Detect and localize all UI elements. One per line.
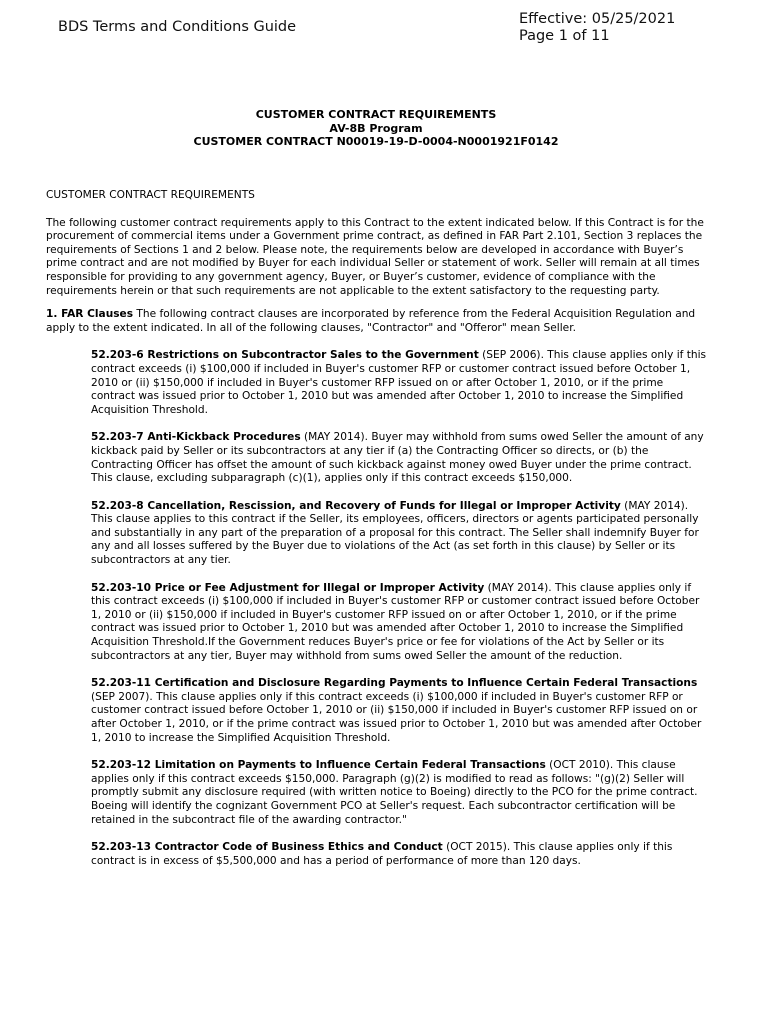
clause-title: 52.203-11 Certification and Disclosure Regarding Payments to Influence Certain Federal Transactions: [91, 677, 698, 690]
clause-52-203-12: [91, 759, 710, 827]
title-line-2: AV-8B Program: [329, 121, 423, 135]
clause-text: (MAY 2014). Buyer may withhold from sums owed Seller the amount of any kickback paid by Seller or its subcontractors at any tier if (a) the Contracting Officer so directs, or (b) the Contracting Officer has offset the amount of such kickback against money owed Buyer under the prime contract. This clause, excluding subparagraph (c)(1), applies only if this contract exceeds $150,000.: [91, 431, 704, 485]
clause-52-203-11: [91, 677, 710, 745]
clause-52-203-6: [91, 349, 710, 417]
far-clauses-paragraph: [46, 308, 710, 335]
page-number: Page 1 of 11: [519, 28, 610, 44]
clause-title: 52.203-6 Restrictions on Subcontractor Sales to the Government: [91, 349, 479, 362]
clause-text: (SEP 2006). This clause applies only if this contract exceeds (i) $100,000 if included in Buyer's customer RFP or customer contract issued before October 1, 2010 or (ii) $150,000 if included in Buyer's customer RFP issued on or after October 1, 2010, or if the prime contract was issued prior to October 1, 2010 but was amended after October 1, 2010 to increase the Simplified Acquisition Threshold.: [91, 349, 707, 416]
header-info: [519, 11, 675, 45]
section-heading: CUSTOMER CONTRACT REQUIREMENTS: [46, 189, 255, 201]
clause-title: 52.203-7 Anti-Kickback Procedures: [91, 431, 301, 444]
clause-text: (SEP 2007). This clause applies only if this contract exceeds (i) $100,000 if included in Buyer's customer RFP or customer contract issued before October 1, 2010 or (ii) $150,000 if included in Buyer's customer RFP issued on or after October 1, 2010, or if the prime contract was issued prior to October 1, 2010 but was amended after October 1, 2010 to increase the Simplified Acquisition Threshold.: [91, 690, 702, 744]
clause-52-203-13: [91, 841, 710, 868]
effective-date: Effective: 05/25/2021: [519, 11, 676, 27]
clause-text: (OCT 2015). This clause applies only if this contract is in excess of $5,500,000 and has a period of performance of more than 120 days.: [91, 841, 673, 867]
document-title: BDS Terms and Conditions Guide: [58, 19, 297, 35]
title-block: [46, 108, 706, 149]
clause-title: 52.203-8 Cancellation, Rescission, and Recovery of Funds for Illegal or Improper Activity: [91, 499, 621, 512]
far-text: The following contract clauses are incorporated by reference from the Federal Acquisition Regulation and apply to the extent indicated. In all of the following clauses, "Contractor" and "Offeror" mean Seller.: [46, 308, 696, 334]
title-line-3: CUSTOMER CONTRACT N00019-19-D-0004-N0001921F0142: [193, 135, 559, 148]
clause-title: 52.203-12 Limitation on Payments to Influence Certain Federal Transactions: [91, 759, 546, 772]
clause-52-203-10: [91, 582, 710, 664]
clause-text: (MAY 2014). This clause applies only if this contract exceeds (i) $100,000 if included in Buyer's customer RFP or customer contract issued before October 1, 2010 or (ii) $150,000 if included in Buyer's customer RFP issued on or after October 1, 2010, or if the prime contract was issued prior to October 1, 2010 but was amended after October 1, 2010 to increase the Simplified Acquisition Threshold.If the Government reduces Buyer's price or fee for violations of the Act by Seller or its subcontractors at any tier, Buyer may withhold from sums owed Seller the amount of the reduction.: [91, 581, 700, 662]
clause-52-203-7: [91, 431, 710, 485]
clause-text: (MAY 2014). This clause applies to this contract if the Seller, its employees, officers, directors or agents participated personally and substantially in any part of the preparation of a proposal for this contract. The Seller shall indemnify Buyer for any and all losses suffered by the Buyer due to violations of the Act (as set forth in this clause) by Seller or its subcontractors at any tier.: [91, 499, 699, 567]
title-line-1: CUSTOMER CONTRACT REQUIREMENTS: [255, 108, 497, 121]
clause-text: (OCT 2010). This clause applies only if this contract exceeds $150,000. Paragraph (g)(2) is modified to read as follows: "(g)(2) Seller will promptly submit any disclosure required (with written notice to Boeing) directly to the PCO for the prime contract. Boeing will identify the cognizant Government PCO at Seller's request. Each subcontractor certification will be retained in the subcontract file of the awarding contractor.": [91, 759, 698, 826]
clause-title: 52.203-10 Price or Fee Adjustment for Illegal or Improper Activity: [91, 581, 485, 594]
far-heading: 1. FAR Clauses: [46, 308, 134, 321]
document-body: [46, 189, 710, 882]
intro-paragraph: The following customer contract requirements apply to this Contract to the extent indicated below. If this Contract is for the procurement of commercial items under a Government prime contract, as defined in FAR Part 2.101, Section 3 replaces the requirements of Sections 1 and 2 below. Please note, the requirements below are developed in accordance with Buyer’s prime contract and are not modified by Buyer for each individual Seller or statement of work. Seller will remain at all times responsible for providing to any government agency, Buyer, or Buyer’s customer, evidence of compliance with the requirements herein or that such requirements are not applicable to the extent satisfactory to the requesting party.: [46, 216, 704, 297]
clause-52-203-8: [91, 500, 710, 568]
clause-title: 52.203-13 Contractor Code of Business Ethics and Conduct: [91, 841, 443, 854]
